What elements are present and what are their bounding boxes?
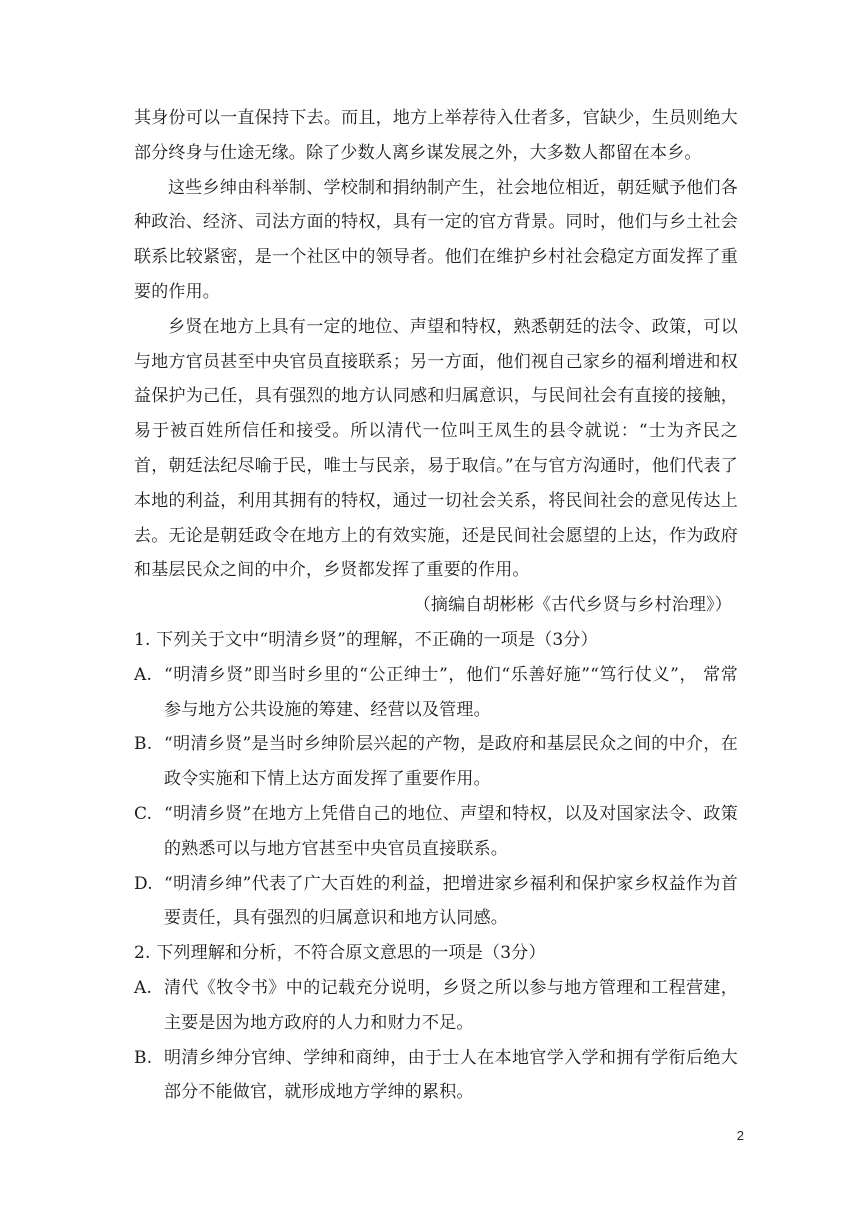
option-text: “明清乡贤”是当时乡绅阶层兴起的产物，是政府和基层民众之间的中介，在政令实施和下情上达方面发挥了重要作用。 xyxy=(164,734,738,790)
option-text: “明清乡绅”代表了广大百姓的利益，把增进家乡福利和保护家乡权益作为首要责任，具有强烈的归属意识和地方认同感。 xyxy=(164,873,738,929)
option-letter: A. xyxy=(134,977,153,998)
option-letter: C. xyxy=(134,803,153,824)
option-letter: B. xyxy=(134,734,153,755)
option-letter: A. xyxy=(134,664,153,685)
source-citation: （摘编自胡彬彬《古代乡贤与乡村治理》） xyxy=(413,595,732,616)
paragraph-gentry-origins: 这些乡绅由科举制、学校制和捐纳制产生，社会地位相近，朝廷赋予他们各种政治、经济、司法方面的特权，具有一定的官方背景。同时，他们与乡土社会联系比较紧密，是一个社区中的领导者。他们在维护乡村社会稳定方面发挥了重要的作用。 xyxy=(134,177,738,302)
option-text: 清代《牧令书》中的记载充分说明，乡贤之所以参与地方管理和工程营建，主要是因为地方政府的人力和财力不足。 xyxy=(164,977,738,1033)
option-a xyxy=(134,971,738,1041)
question-stem: 1. 下列关于文中“明清乡贤”的理解，不正确的一项是（3分） xyxy=(134,629,598,650)
question-1 xyxy=(134,623,738,936)
paragraph-continuation: 其身份可以一直保持下去。而且，地方上举荐待入仕者多，官缺少，生员则绝大部分终身与仕途无缘。除了少数人离乡谋发展之外，大多数人都留在本乡。 xyxy=(134,108,738,163)
option-a xyxy=(134,658,738,728)
option-letter: D. xyxy=(134,873,153,894)
question-stem: 2. 下列理解和分析，不符合原文意思的一项是（3分） xyxy=(134,943,546,964)
question-2 xyxy=(134,936,738,1110)
option-text: “明清乡贤”即当时乡里的“公正绅士”，他们“乐善好施”“笃行仗义”， 常常参与地方公共设施的筹建、经营以及管理。 xyxy=(164,664,738,720)
option-text: 明清乡绅分官绅、学绅和商绅，由于士人在本地官学入学和拥有学衔后绝大部分不能做官，就形成地方学绅的累积。 xyxy=(164,1047,738,1103)
page-content xyxy=(134,101,738,1110)
option-b xyxy=(134,1041,738,1111)
option-letter: B. xyxy=(134,1047,153,1068)
option-text: “明清乡贤”在地方上凭借自己的地位、声望和特权，以及对国家法令、政策的熟悉可以与地方官甚至中央官员直接联系。 xyxy=(164,803,738,859)
option-c xyxy=(134,797,738,867)
option-b xyxy=(134,727,738,797)
page-number: 2 xyxy=(736,1128,744,1143)
paragraph-gentry-role: 乡贤在地方上具有一定的地位、声望和特权，熟悉朝廷的法令、政策，可以与地方官员甚至中央官员直接联系；另一方面，他们视自己家乡的福利增进和权益保护为己任，具有强烈的地方认同感和归属意识，与民间社会有直接的接触，易于被百姓所信任和接受。所以清代一位叫王凤生的县令就说：“士为齐民之首，朝廷法纪尽喻于民，唯士与民亲，易于取信。”在与官方沟通时，他们代表了本地的利益，利用其拥有的特权，通过一切社会关系，将民间社会的意见传达上去。无论是朝廷政令在地方上的有效实施，还是民间社会愿望的上达，作为政府和基层民众之间的中介，乡贤都发挥了重要的作用。 xyxy=(134,316,738,581)
option-d xyxy=(134,867,738,937)
